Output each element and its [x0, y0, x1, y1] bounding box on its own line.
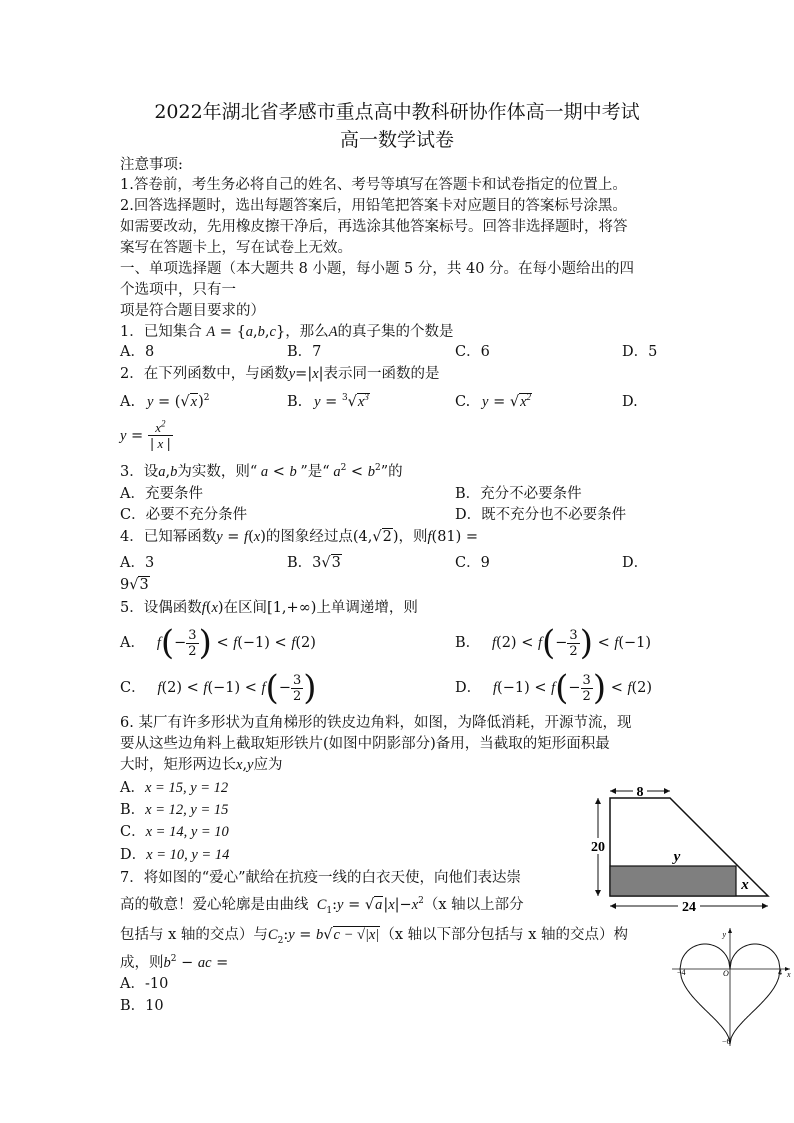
option-formula: x = 14, y = 10: [145, 824, 229, 840]
option-formula: x = 12, y = 15: [145, 802, 229, 818]
label-x: x: [741, 877, 749, 893]
option-c: C．6: [455, 344, 490, 360]
option-b: B．3√3: [287, 555, 341, 571]
question-7-stem: 高的敬意！爱心轮廓是由曲线 $C_1:y = √a|x|-x^2(x$ 轴以上部分: [120, 896, 524, 916]
option-label: C.: [455, 394, 471, 410]
option-formula: y: [139, 394, 154, 410]
exam-subtitle: 高一数学试卷: [339, 129, 454, 151]
option-b: [120, 800, 228, 820]
option-a: A．充要条件: [120, 486, 203, 502]
notice-item: 1.答卷前，考生务必将自己的姓名、考号等填写在答题卡和试卷指定的位置上。: [120, 177, 627, 193]
option-a: A．3: [120, 555, 155, 571]
axis-label-x: x: [787, 970, 791, 979]
q3-text: 3．设: [120, 464, 159, 480]
q2-text: 2．在下列函数中，与函数: [120, 366, 289, 382]
option-d: D.: [622, 394, 638, 410]
origin-label: O: [723, 969, 729, 978]
option-formula: x = 15, y = 12: [144, 780, 229, 796]
q7-text: 包括与 x 轴的交点）与: [120, 927, 268, 943]
option-c: C． f(2) < f(−1) < f(− $\frac{3}{2}$ ): [120, 668, 317, 708]
option-d: D．既不充分也不必要条件: [455, 507, 627, 523]
q1-text: 的真子集的个数是: [337, 324, 454, 340]
option-label: D．: [455, 680, 482, 696]
question-6-stem: 要从这些边角料上截取矩形铁片(如图中阴影部分)备用，当截取的矩形面积最: [120, 736, 610, 752]
q5-text: 上单调递增，则: [316, 600, 418, 616]
question-6-stem: 大时，矩形两边长x,y应为: [120, 757, 283, 773]
exam-title: 2022年湖北省孝感市重点高中教科研协作体高一期中考试: [154, 101, 640, 123]
tick-neg6: −6: [722, 1037, 731, 1046]
question-7-stem: 成，则$b^2$ − ac =: [120, 954, 229, 971]
option-formula: y: [306, 394, 321, 410]
option-label: B．: [287, 555, 313, 571]
option-label: D．: [120, 847, 147, 863]
option-label: C．: [120, 824, 146, 840]
axis-label-y: y: [722, 930, 726, 939]
notice-item: 案写在答题卡上，写在试卷上无效。: [120, 240, 352, 256]
tick-neg4: −4: [677, 968, 686, 977]
option-a: A． f(− $\frac{3}{2}$ ) < f(−1) < f(2): [120, 623, 316, 663]
option-d-formula: 9√3: [120, 577, 149, 593]
option-label: C．: [120, 680, 146, 696]
q1-set-name: A: [328, 324, 338, 340]
q1-text: ，那么: [285, 324, 329, 340]
heart-figure: [668, 924, 794, 1048]
notice-item: 如需要改动，先用橡皮擦干净后，再选涂其他答案标号。回答非选择题时，将答: [120, 219, 628, 235]
option-b: B．充分不必要条件: [455, 486, 582, 502]
option-label: A．: [120, 635, 145, 651]
question-7-stem: 7．将如图的“爱心”献给在抗疫一线的白衣天使，向他们表达崇: [120, 870, 522, 886]
section-heading: 一、单项选择题（本大题共 8 小题，每小题 5 分，共 40 分。在每小题给出的四: [120, 261, 635, 277]
option-c: C．9: [455, 555, 490, 571]
question-1-stem: 1．已知集合 A = {a,b,c}，那么A的真子集的个数是: [120, 324, 454, 340]
q3-text: 为实数，则“: [177, 464, 258, 480]
option-label: B．: [120, 802, 146, 818]
label-left: 20: [591, 840, 605, 855]
q1-set-formula: A: [206, 324, 216, 340]
option-b: B． f(2) < f(− $\frac{3}{2}$ ) < f(−1): [455, 623, 652, 663]
option-formula: y: [474, 394, 489, 410]
question-4-stem: 4．已知幂函数y = f(x)的图象经过点(4,√2)，则f(81) =: [120, 529, 479, 545]
section-heading: 个选项中，只有一: [120, 282, 236, 298]
question-2-stem: 2．在下列函数中，与函数y=|x|表示同一函数的是: [120, 366, 440, 382]
q2-function: y: [288, 366, 296, 382]
q5-text: 在区间: [223, 600, 268, 616]
option-label: B.: [287, 394, 303, 410]
label-bottom: 24: [682, 900, 696, 913]
q4-text: 4．已知幂函数: [120, 529, 217, 545]
q7-text: （x 轴以上部分: [423, 897, 524, 913]
question-3-stem: 3．设a,b为实数，则“ a < b ”是“ $a^2 < b^2$”的: [120, 463, 403, 480]
tick-4: 4: [778, 968, 782, 977]
question-7-stem: 包括与 x 轴的交点）与$C_2:y = b√c - √|x|(x$ 轴以下部分包括与 x 轴的交点）构: [120, 927, 629, 946]
q2-text: 表示同一函数的是: [323, 366, 440, 382]
option-b: B. $y = ^3√x^3$: [287, 392, 369, 410]
q7-text: （x 轴以下部分包括与 x 轴的交点）构: [380, 927, 629, 943]
option-b: B．10: [120, 998, 164, 1014]
q4-text: ，则: [398, 529, 428, 545]
q7-text: 成，则: [120, 955, 164, 971]
option-c: C. $y = √x^2$: [455, 392, 532, 410]
notice-item: 2.回答选择题时，选出每题答案后，用铅笔把答案卡对应题目的答案标号涂黑。: [120, 198, 627, 214]
option-d: D．: [622, 555, 649, 571]
option-formula: x = 10, y = 14: [146, 847, 230, 863]
option-d: [120, 845, 229, 865]
question-6-stem: 6. 某厂有许多形状为直角梯形的铁皮边角料，如图，为降低消耗，开源节流，现: [120, 715, 632, 731]
option-a: A．-10: [120, 976, 169, 992]
q3-text: ”是“: [300, 464, 330, 480]
trapezoid-figure: [585, 778, 775, 913]
q7-text: 高的敬意！爱心轮廓是由曲线: [120, 897, 309, 913]
notice-heading: 注意事项:: [120, 157, 183, 173]
q4-text: 的图象经过点: [265, 529, 353, 545]
option-c: [120, 822, 229, 842]
option-a: [120, 778, 228, 798]
option-c: C．必要不充分条件: [120, 507, 248, 523]
option-d: D． f(−1) < f(− $\frac{3}{2}$ ) < f(2): [455, 668, 653, 708]
label-y: y: [673, 849, 681, 865]
question-5-stem: 5．设偶函数f(x)在区间[1,+∞)上单调递增，则: [120, 600, 418, 616]
option-d-formula: y = $\frac{x^2}{| x |}$: [120, 418, 171, 452]
option-label: A.: [120, 394, 136, 410]
option-d: D．5: [622, 344, 658, 360]
shaded-rectangle: [610, 866, 736, 896]
q3-text: ”的: [380, 464, 403, 480]
option-b: B．7: [287, 344, 322, 360]
q1-text: 1．已知集合: [120, 324, 202, 340]
option-a: A. $y = (√x)^2$: [120, 393, 210, 410]
option-label: A．: [120, 780, 145, 796]
q5-text: 5．设偶函数: [120, 600, 202, 616]
option-label: B．: [455, 635, 481, 651]
q6-text: 应为: [253, 757, 283, 773]
section-heading: 项是符合题目要求的）: [120, 303, 265, 319]
label-top: 8: [636, 785, 644, 800]
q6-text: 大时，矩形两边长: [120, 757, 236, 773]
option-a: A．8: [120, 344, 155, 360]
